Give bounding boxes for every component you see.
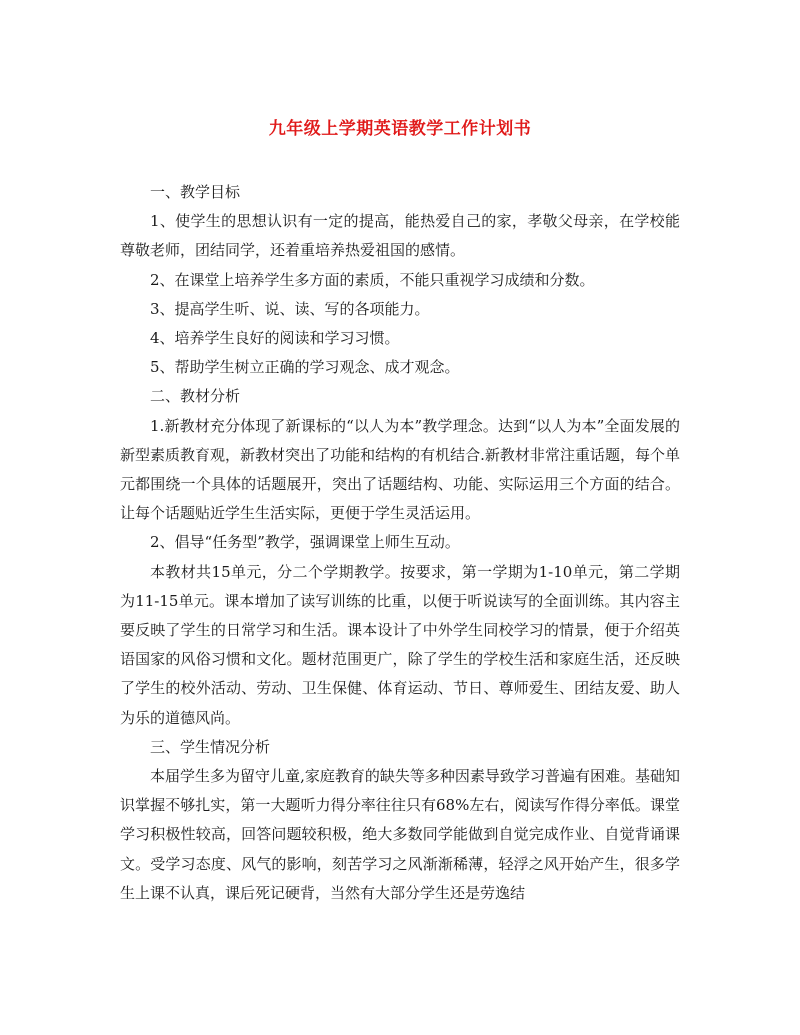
section-heading-teaching-goals: 一、教学目标 (150, 183, 241, 201)
section-heading-textbook-analysis: 二、教材分析 (150, 387, 241, 406)
paragraph: 3、提高学生听、说、读、写的各项能力。 (150, 299, 430, 318)
paragraph: 2、在课堂上培养学生多方面的素质，不能只重视学习成绩和分数。 (150, 270, 595, 289)
paragraph: 本教材共15单元，分二个学期教学。按要求，第一学期为1-10单元，第二学期为11-15单元。课本增加了读写训练的比重，以便于听说读写的全面训练。其内容主要反映了学生的日常学习和生活。课本设计了中外学生同校学习的情景，便于介绍英语国家的风俗习惯和文化。题材范围更广，除了学生的学校生活和家庭生活，还反映了学生的校外活动、劳动、卫生保健、体育运动、节日、尊师爱生、团结友爱、助人为乐的道德风尚。 (120, 562, 680, 727)
paragraph: 1.新教材充分体现了新课标的“以人为本”教学理念。达到“以人为本”全面发展的新型素质教育观，新教材突出了功能和结构的有机结合.新教材非常注重话题，每个单元都围绕一个具体的话题展开，突出了话题结构、功能、实际运用三个方面的结合。让每个话题贴近学生生活实际，更便于学生灵活运用。 (120, 416, 680, 523)
paragraph: 5、帮助学生树立正确的学习观念、成才观念。 (150, 358, 460, 377)
paragraph: 4、培养学生良好的阅读和学习习惯。 (150, 329, 400, 348)
section-heading-student-analysis: 三、学生情况分析 (150, 737, 271, 756)
paragraph: 本届学生多为留守儿童,家庭教育的缺失等多种因素导致学习普遍有困难。基础知识掌握不够扎实，第一大题听力得分率往往只有68%左右，阅读写作得分率低。课堂学习积极性较高，回答问题较积极，绝大多数同学能做到自觉完成作业、自觉背诵课文。受学习态度、风气的影响，刻苦学习之风渐渐稀薄，轻浮之风开始产生，很多学生上课不认真，课后死记硬背，当然有大部分学生还是劳逸结 (120, 767, 680, 902)
paragraph: 1、使学生的思想认识有一定的提高，能热爱自己的家，孝敬父母亲，在学校能尊敬老师，团结同学，还着重培养热爱祖国的感情。 (120, 212, 680, 260)
paragraph: 2、倡导“任务型”教学，强调课堂上师生互动。 (150, 533, 460, 552)
document-body (120, 178, 680, 908)
document-title: 九年级上学期英语教学工作计划书 (268, 119, 532, 139)
